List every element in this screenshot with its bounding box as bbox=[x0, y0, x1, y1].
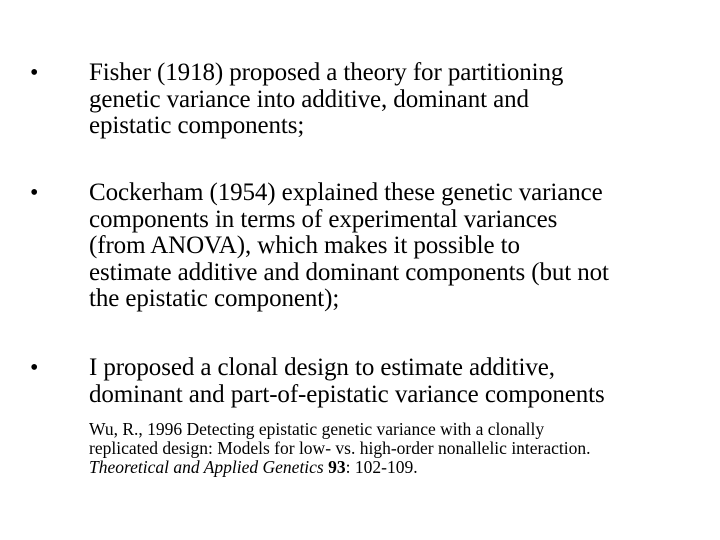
bullet-line: Cockerham (1954) explained these genetic variance bbox=[89, 179, 603, 206]
bullet-text bbox=[89, 355, 699, 408]
bullet-line: estimate additive and dominant components (but not bbox=[89, 258, 609, 286]
reference-pages: : 102-109. bbox=[345, 457, 418, 477]
reference-line: replicated design: Models for low- vs. high-order nonallelic interaction. bbox=[89, 438, 591, 458]
reference-journal: Theoretical and Applied Genetics bbox=[89, 457, 324, 477]
reference-line: Wu, R., 1996 Detecting epistatic genetic variance with a clonally bbox=[89, 419, 545, 439]
bullet-line: (from ANOVA), which makes it possible to bbox=[89, 232, 520, 259]
bullet-line: epistatic components; bbox=[89, 112, 305, 139]
bullet-line: I proposed a clonal design to estimate additive, bbox=[89, 354, 555, 381]
bullet-line: Fisher (1918) proposed a theory for partitioning bbox=[89, 59, 564, 86]
reference-citation bbox=[89, 420, 699, 477]
bullet-line: components in terms of experimental variances bbox=[89, 205, 558, 233]
bullet-text bbox=[89, 60, 699, 140]
bullet-line: genetic variance into additive, dominant and bbox=[89, 85, 529, 113]
bullet-marker: • bbox=[30, 355, 39, 381]
reference-volume: 93 bbox=[328, 457, 346, 477]
bullet-marker: • bbox=[30, 60, 39, 86]
bullet-marker: • bbox=[30, 180, 39, 206]
bullet-text bbox=[89, 180, 699, 313]
bullet-line: the epistatic component); bbox=[89, 285, 340, 312]
bullet-line: dominant and part-of-epistatic variance components bbox=[89, 380, 605, 408]
reference-journal-line bbox=[89, 458, 699, 477]
